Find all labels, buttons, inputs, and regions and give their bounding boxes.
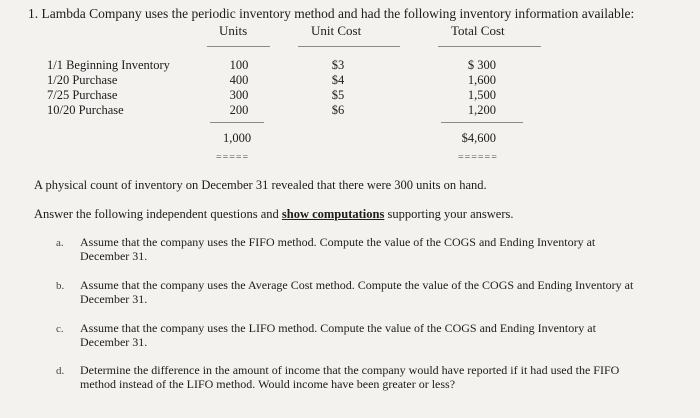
row-units: 100 — [229, 58, 249, 72]
row-units: 400 — [229, 73, 249, 87]
total-rule-total — [441, 122, 523, 123]
row-unit-cost: $4 — [331, 73, 345, 87]
total-units: 1,000 — [222, 131, 252, 145]
instructions-text — [34, 207, 513, 222]
row-label: 10/20 Purchase — [47, 103, 124, 117]
row-total: 1,600 — [467, 73, 496, 87]
row-units: 200 — [229, 103, 249, 117]
row-unit-cost: $5 — [331, 88, 345, 102]
item-letter: b. — [56, 280, 65, 292]
item-text: Determine the difference in the amount of income that the company would have reported if it had used the FIFO method instead of the LIFO method. Would income have been greater or less? — [80, 363, 620, 391]
header-rule-unit-cost — [298, 46, 400, 47]
item-text: Assume that the company uses the FIFO method. Compute the value of the COGS and Ending Inventory at December 31. — [80, 235, 596, 263]
item-letter: d. — [56, 365, 65, 377]
total-rule-units — [210, 122, 264, 123]
instructions-prefix: Answer the following independent questions and — [34, 207, 282, 221]
row-units: 300 — [229, 88, 249, 102]
header-units: Units — [219, 23, 248, 38]
row-label: 7/25 Purchase — [47, 88, 118, 102]
physical-count-text: A physical count of inventory on December 31 revealed that there were 300 units on hand. — [34, 178, 487, 192]
row-total: 1,200 — [467, 103, 496, 117]
instructions-emphasis: show computations — [281, 207, 385, 221]
item-letter: a. — [56, 237, 64, 249]
instructions-suffix: supporting your answers. — [384, 207, 514, 221]
item-letter: c. — [56, 323, 64, 335]
total-cost: $4,600 — [461, 131, 496, 145]
item-text: Assume that the company uses the Average Cost method. Compute the value of the COGS and Ending Inventory at December 31. — [80, 278, 634, 306]
item-text: Assume that the company uses the LIFO method. Compute the value of the COGS and Ending Inventory at December 31. — [80, 321, 596, 349]
header-rule-total — [438, 46, 541, 47]
header-unit-cost: Unit Cost — [311, 23, 362, 38]
header-rule-units — [207, 46, 270, 47]
row-unit-cost: $3 — [331, 58, 345, 72]
row-unit-cost: $6 — [331, 103, 345, 117]
row-label: 1/1 Beginning Inventory — [47, 58, 170, 72]
row-total: $ 300 — [467, 58, 496, 72]
header-total-cost: Total Cost — [451, 23, 505, 38]
double-rule-total: ====== — [458, 152, 498, 163]
question-title: 1. Lambda Company uses the periodic inventory method and had the following inventory information available: — [28, 6, 635, 21]
row-label: 1/20 Purchase — [47, 73, 118, 87]
double-rule-units: ===== — [216, 152, 250, 163]
row-total: 1,500 — [467, 88, 496, 102]
